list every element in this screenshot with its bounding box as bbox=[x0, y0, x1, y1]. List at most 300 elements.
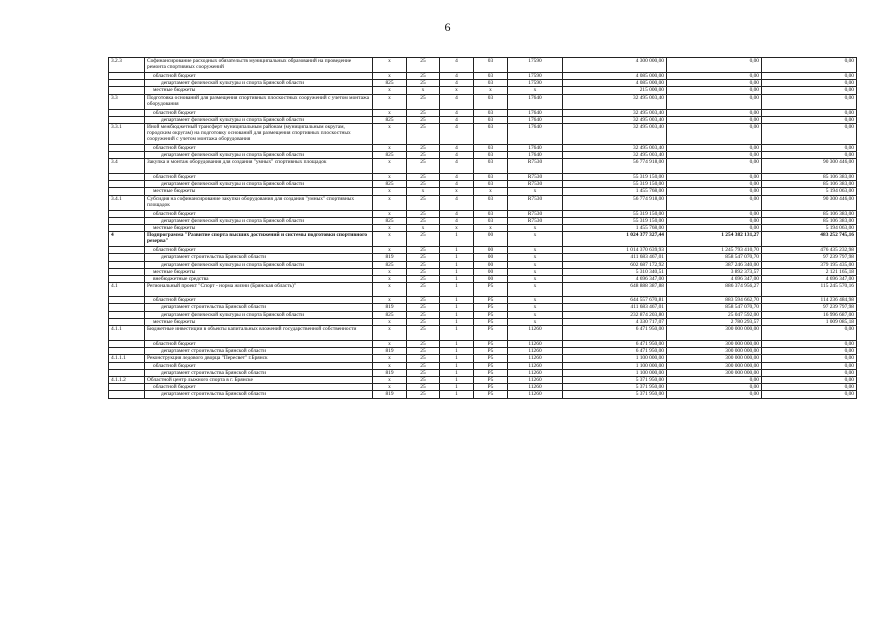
amount-year1-cell: 5 371 950,00 bbox=[563, 384, 667, 391]
row-number-cell bbox=[109, 268, 145, 275]
program-code-cell: 25 bbox=[407, 254, 440, 261]
program-code-cell: 25 bbox=[407, 80, 440, 87]
admin-code-cell: х bbox=[373, 144, 407, 151]
row-number-cell bbox=[109, 340, 145, 347]
direction-code-cell: 11260 bbox=[508, 376, 563, 383]
amount-year2-cell: 0,00 bbox=[667, 224, 762, 231]
amount-year2-cell: 858 547 070,70 bbox=[667, 254, 762, 261]
amount-year3-cell: 0,00 bbox=[762, 151, 857, 158]
amount-year3-cell: 0,00 bbox=[762, 348, 857, 355]
row-number-cell bbox=[109, 304, 145, 311]
subprogram-code-cell: 1 bbox=[440, 283, 474, 297]
amount-year3-cell: 2 121 165,18 bbox=[762, 268, 857, 275]
row-number-cell: 4.1.1 bbox=[109, 325, 145, 340]
direction-code-cell: R7530 bbox=[508, 158, 563, 173]
direction-code-cell: R7530 bbox=[508, 195, 563, 210]
event-code-cell: 03 bbox=[474, 144, 508, 151]
amount-year3-cell: 0,00 bbox=[762, 73, 857, 80]
amount-year2-cell: 3 892 373,57 bbox=[667, 268, 762, 275]
amount-year2-cell: 0,00 bbox=[667, 116, 762, 123]
row-number-cell bbox=[109, 173, 145, 180]
program-code-cell: 25 bbox=[407, 210, 440, 217]
amount-year2-cell: 0,00 bbox=[667, 384, 762, 391]
subprogram-code-cell: 1 bbox=[440, 318, 474, 325]
row-number-cell bbox=[109, 151, 145, 158]
direction-code-cell: х bbox=[508, 268, 563, 275]
program-code-cell: 25 bbox=[407, 318, 440, 325]
table-row bbox=[109, 325, 857, 340]
row-name-cell: Бюджетные инвестиции в объекты капитальных вложений государственной собственности bbox=[145, 325, 373, 340]
direction-code-cell: 17590 bbox=[508, 73, 563, 80]
program-code-cell: 25 bbox=[407, 124, 440, 145]
admin-code-cell: х bbox=[373, 87, 407, 94]
program-code-cell: 25 bbox=[407, 362, 440, 369]
row-name-cell: Подготовка оснований для размещения спортивных плоскостных сооружений с учетом монтажа оборудования bbox=[145, 94, 373, 109]
amount-year3-cell: 1 009 085,18 bbox=[762, 318, 857, 325]
amount-year2-cell: 0,00 bbox=[667, 94, 762, 109]
event-code-cell: 00 bbox=[474, 268, 508, 275]
amount-year1-cell: 5 310 340,51 bbox=[563, 268, 667, 275]
amount-year1-cell: 56 774 918,00 bbox=[563, 195, 667, 210]
amount-year2-cell: 0,00 bbox=[667, 80, 762, 87]
row-name-cell: местные бюджеты bbox=[145, 318, 373, 325]
event-code-cell: х bbox=[474, 188, 508, 195]
row-number-cell bbox=[109, 247, 145, 254]
admin-code-cell: 825 bbox=[373, 151, 407, 158]
row-number-cell bbox=[109, 362, 145, 369]
subprogram-code-cell: 4 bbox=[440, 210, 474, 217]
admin-code-cell: 825 bbox=[373, 116, 407, 123]
amount-year3-cell: 0,00 bbox=[762, 369, 857, 376]
amount-year3-cell: 483 252 745,16 bbox=[762, 232, 857, 247]
row-name-cell: Областной центр лыжного спорта в г. Брянске bbox=[145, 376, 373, 383]
event-code-cell: 03 bbox=[474, 80, 508, 87]
table-row bbox=[109, 144, 857, 151]
row-name-cell: департамент физической культуры и спорта Брянской области bbox=[145, 311, 373, 318]
table-row bbox=[109, 116, 857, 123]
direction-code-cell: х bbox=[508, 318, 563, 325]
table-row bbox=[109, 369, 857, 376]
admin-code-cell: х bbox=[373, 318, 407, 325]
amount-year1-cell: 4 330 717,07 bbox=[563, 318, 667, 325]
amount-year3-cell: 97 239 797,98 bbox=[762, 304, 857, 311]
row-name-cell: департамент строительства Брянской области bbox=[145, 254, 373, 261]
amount-year3-cell: 379 195 435,00 bbox=[762, 261, 857, 268]
amount-year2-cell: 300 000 000,00 bbox=[667, 348, 762, 355]
program-code-cell: 25 bbox=[407, 247, 440, 254]
event-code-cell: 03 bbox=[474, 173, 508, 180]
direction-code-cell: х bbox=[508, 254, 563, 261]
admin-code-cell: х bbox=[373, 247, 407, 254]
table-row bbox=[109, 181, 857, 188]
direction-code-cell: 17590 bbox=[508, 58, 563, 73]
table-row bbox=[109, 340, 857, 347]
event-code-cell: P5 bbox=[474, 311, 508, 318]
program-code-cell: 25 bbox=[407, 232, 440, 247]
amount-year2-cell: 25 047 592,00 bbox=[667, 311, 762, 318]
amount-year2-cell: 0,00 bbox=[667, 87, 762, 94]
amount-year2-cell: 300 000 000,00 bbox=[667, 340, 762, 347]
table-row bbox=[109, 254, 857, 261]
row-number-cell bbox=[109, 188, 145, 195]
row-name-cell: областной бюджет bbox=[145, 247, 373, 254]
amount-year2-cell: 4 696 347,00 bbox=[667, 275, 762, 282]
amount-year3-cell: 97 239 797,98 bbox=[762, 254, 857, 261]
event-code-cell: 00 bbox=[474, 247, 508, 254]
row-number-cell: 4.1.1.2 bbox=[109, 376, 145, 383]
subprogram-code-cell: 4 bbox=[440, 217, 474, 224]
subprogram-code-cell: 1 bbox=[440, 275, 474, 282]
amount-year2-cell: 0,00 bbox=[667, 188, 762, 195]
table-row bbox=[109, 224, 857, 231]
subprogram-code-cell: 4 bbox=[440, 173, 474, 180]
direction-code-cell: х bbox=[508, 297, 563, 304]
amount-year1-cell: 6 471 950,00 bbox=[563, 348, 667, 355]
admin-code-cell: х bbox=[373, 158, 407, 173]
amount-year3-cell: 5 194 063,00 bbox=[762, 188, 857, 195]
subprogram-code-cell: 4 bbox=[440, 94, 474, 109]
event-code-cell: P5 bbox=[474, 348, 508, 355]
program-code-cell: 25 bbox=[407, 144, 440, 151]
row-number-cell bbox=[109, 275, 145, 282]
amount-year3-cell: 0,00 bbox=[762, 340, 857, 347]
table-row bbox=[109, 311, 857, 318]
amount-year1-cell: 5 371 950,00 bbox=[563, 376, 667, 383]
subprogram-code-cell: 1 bbox=[440, 340, 474, 347]
event-code-cell: 03 bbox=[474, 58, 508, 73]
subprogram-code-cell: 4 bbox=[440, 109, 474, 116]
admin-code-cell: х bbox=[373, 109, 407, 116]
amount-year3-cell: 0,00 bbox=[762, 116, 857, 123]
table-row bbox=[109, 58, 857, 73]
amount-year3-cell: 115 245 570,16 bbox=[762, 283, 857, 297]
subprogram-code-cell: 1 bbox=[440, 254, 474, 261]
amount-year1-cell: 55 319 150,00 bbox=[563, 181, 667, 188]
amount-year2-cell: 2 780 293,57 bbox=[667, 318, 762, 325]
amount-year2-cell: 0,00 bbox=[667, 58, 762, 73]
program-code-cell: 25 bbox=[407, 283, 440, 297]
budget-table bbox=[108, 57, 857, 399]
row-number-cell bbox=[109, 297, 145, 304]
amount-year1-cell: 1 100 000,00 bbox=[563, 355, 667, 362]
row-number-cell bbox=[109, 80, 145, 87]
event-code-cell: P5 bbox=[474, 376, 508, 383]
table-row bbox=[109, 318, 857, 325]
direction-code-cell: 17640 bbox=[508, 94, 563, 109]
table-row bbox=[109, 391, 857, 398]
table-row bbox=[109, 109, 857, 116]
subprogram-code-cell: 4 bbox=[440, 58, 474, 73]
amount-year3-cell: 85 106 383,00 bbox=[762, 181, 857, 188]
row-number-cell bbox=[109, 116, 145, 123]
row-name-cell: областной бюджет bbox=[145, 340, 373, 347]
amount-year2-cell: 0,00 bbox=[667, 73, 762, 80]
program-code-cell: 25 bbox=[407, 158, 440, 173]
amount-year2-cell: 0,00 bbox=[667, 376, 762, 383]
amount-year1-cell: 1 100 000,00 bbox=[563, 369, 667, 376]
subprogram-code-cell: 4 bbox=[440, 124, 474, 145]
event-code-cell: 00 bbox=[474, 254, 508, 261]
row-number-cell bbox=[109, 261, 145, 268]
amount-year3-cell: 0,00 bbox=[762, 124, 857, 145]
row-name-cell: Закупка и монтаж оборудования для создания "умных" спортивных площадок bbox=[145, 158, 373, 173]
amount-year1-cell: 32 495 003,40 bbox=[563, 144, 667, 151]
direction-code-cell: 11260 bbox=[508, 384, 563, 391]
admin-code-cell: х bbox=[373, 355, 407, 362]
direction-code-cell: 17640 bbox=[508, 151, 563, 158]
event-code-cell: 03 bbox=[474, 94, 508, 109]
direction-code-cell: R7530 bbox=[508, 173, 563, 180]
row-name-cell: Иной межбюджетный трансферт муниципальным районам (муниципальным округам, городским округам) на подготовку оснований для размещения спортивных плоскостных сооружений с учетом монтажа оборудования bbox=[145, 124, 373, 145]
program-code-cell: х bbox=[407, 87, 440, 94]
amount-year2-cell: 0,00 bbox=[667, 195, 762, 210]
row-name-cell: департамент физической культуры и спорта Брянской области bbox=[145, 116, 373, 123]
program-code-cell: 25 bbox=[407, 181, 440, 188]
amount-year2-cell: 387 246 340,00 bbox=[667, 261, 762, 268]
subprogram-code-cell: х bbox=[440, 87, 474, 94]
row-name-cell: Софинансирование расходных обязательств муниципальных образований на проведение ремонта спортивных сооружений bbox=[145, 58, 373, 73]
amount-year3-cell: 0,00 bbox=[762, 87, 857, 94]
row-number-cell: 3.4 bbox=[109, 158, 145, 173]
admin-code-cell: х bbox=[373, 362, 407, 369]
table-row bbox=[109, 188, 857, 195]
program-code-cell: 25 bbox=[407, 73, 440, 80]
event-code-cell: х bbox=[474, 224, 508, 231]
amount-year1-cell: 1 024 377 327,44 bbox=[563, 232, 667, 247]
direction-code-cell: х bbox=[508, 232, 563, 247]
amount-year3-cell: 85 106 383,00 bbox=[762, 210, 857, 217]
row-name-cell: областной бюджет bbox=[145, 362, 373, 369]
subprogram-code-cell: 1 bbox=[440, 304, 474, 311]
amount-year2-cell: 300 000 000,00 bbox=[667, 362, 762, 369]
direction-code-cell: 17640 bbox=[508, 109, 563, 116]
program-code-cell: х bbox=[407, 224, 440, 231]
amount-year1-cell: 4 696 347,00 bbox=[563, 275, 667, 282]
row-number-cell bbox=[109, 109, 145, 116]
subprogram-code-cell: 4 bbox=[440, 151, 474, 158]
subprogram-code-cell: 4 bbox=[440, 158, 474, 173]
budget-table-body bbox=[109, 58, 857, 399]
event-code-cell: P5 bbox=[474, 384, 508, 391]
row-name-cell: департамент строительства Брянской области bbox=[145, 391, 373, 398]
amount-year3-cell: 0,00 bbox=[762, 94, 857, 109]
direction-code-cell: 11260 bbox=[508, 355, 563, 362]
amount-year1-cell: 6 471 950,00 bbox=[563, 325, 667, 340]
row-name-cell: Подпрограмма "Развитие спорта высших достижений и системы подготовки спортивного резерва" bbox=[145, 232, 373, 247]
row-name-cell: местные бюджеты bbox=[145, 188, 373, 195]
subprogram-code-cell: 1 bbox=[440, 391, 474, 398]
subprogram-code-cell: 4 bbox=[440, 181, 474, 188]
admin-code-cell: 825 bbox=[373, 217, 407, 224]
amount-year3-cell: 90 300 446,00 bbox=[762, 195, 857, 210]
amount-year2-cell: 0,00 bbox=[667, 144, 762, 151]
table-row bbox=[109, 348, 857, 355]
program-code-cell: 25 bbox=[407, 151, 440, 158]
amount-year1-cell: 411 683 467,01 bbox=[563, 254, 667, 261]
admin-code-cell: х bbox=[373, 195, 407, 210]
admin-code-cell: х bbox=[373, 224, 407, 231]
program-code-cell: 25 bbox=[407, 391, 440, 398]
event-code-cell: х bbox=[474, 87, 508, 94]
row-name-cell: местные бюджеты bbox=[145, 224, 373, 231]
admin-code-cell: х bbox=[373, 188, 407, 195]
amount-year1-cell: 32 495 003,40 bbox=[563, 109, 667, 116]
amount-year2-cell: 886 374 956,27 bbox=[667, 283, 762, 297]
table-row bbox=[109, 158, 857, 173]
table-row bbox=[109, 376, 857, 383]
admin-code-cell: х bbox=[373, 325, 407, 340]
table-row bbox=[109, 124, 857, 145]
table-row bbox=[109, 151, 857, 158]
subprogram-code-cell: 1 bbox=[440, 232, 474, 247]
direction-code-cell: 11260 bbox=[508, 362, 563, 369]
program-code-cell: 25 bbox=[407, 268, 440, 275]
table-row bbox=[109, 173, 857, 180]
admin-code-cell: х bbox=[373, 210, 407, 217]
row-name-cell: департамент физической культуры и спорта Брянской области bbox=[145, 151, 373, 158]
amount-year2-cell: 0,00 bbox=[667, 109, 762, 116]
amount-year2-cell: 0,00 bbox=[667, 158, 762, 173]
amount-year3-cell: 114 236 484,98 bbox=[762, 297, 857, 304]
table-row bbox=[109, 247, 857, 254]
direction-code-cell: х bbox=[508, 224, 563, 231]
amount-year1-cell: 602 687 172,92 bbox=[563, 261, 667, 268]
admin-code-cell: х bbox=[373, 376, 407, 383]
amount-year1-cell: 55 319 150,00 bbox=[563, 217, 667, 224]
direction-code-cell: 11260 bbox=[508, 391, 563, 398]
amount-year1-cell: 4 300 000,00 bbox=[563, 58, 667, 73]
row-name-cell: областной бюджет bbox=[145, 210, 373, 217]
admin-code-cell: х bbox=[373, 340, 407, 347]
table-row bbox=[109, 283, 857, 297]
admin-code-cell: 825 bbox=[373, 311, 407, 318]
amount-year2-cell: 1 254 382 131,27 bbox=[667, 232, 762, 247]
row-name-cell: областной бюджет bbox=[145, 297, 373, 304]
subprogram-code-cell: х bbox=[440, 224, 474, 231]
event-code-cell: P5 bbox=[474, 283, 508, 297]
event-code-cell: 03 bbox=[474, 210, 508, 217]
subprogram-code-cell: 4 bbox=[440, 144, 474, 151]
row-name-cell: департамент физической культуры и спорта Брянской области bbox=[145, 181, 373, 188]
row-name-cell: департамент строительства Брянской области bbox=[145, 369, 373, 376]
table-row bbox=[109, 73, 857, 80]
table-row bbox=[109, 80, 857, 87]
subprogram-code-cell: 4 bbox=[440, 195, 474, 210]
amount-year1-cell: 55 319 150,00 bbox=[563, 173, 667, 180]
subprogram-code-cell: 1 bbox=[440, 369, 474, 376]
direction-code-cell: х bbox=[508, 275, 563, 282]
amount-year1-cell: 1 455 768,00 bbox=[563, 188, 667, 195]
table-row bbox=[109, 210, 857, 217]
amount-year3-cell: 0,00 bbox=[762, 325, 857, 340]
amount-year1-cell: 32 495 003,40 bbox=[563, 124, 667, 145]
subprogram-code-cell: 1 bbox=[440, 311, 474, 318]
amount-year1-cell: 232 874 203,80 bbox=[563, 311, 667, 318]
amount-year1-cell: 411 683 467,01 bbox=[563, 304, 667, 311]
row-name-cell: областной бюджет bbox=[145, 173, 373, 180]
event-code-cell: 03 bbox=[474, 181, 508, 188]
amount-year2-cell: 1 245 793 410,70 bbox=[667, 247, 762, 254]
amount-year3-cell: 4 696 347,00 bbox=[762, 275, 857, 282]
direction-code-cell: х bbox=[508, 188, 563, 195]
amount-year2-cell: 300 000 000,00 bbox=[667, 355, 762, 362]
program-code-cell: 25 bbox=[407, 304, 440, 311]
table-row bbox=[109, 297, 857, 304]
row-name-cell: Региональный проект "Спорт - норма жизни (Брянская область)" bbox=[145, 283, 373, 297]
admin-code-cell: 825 bbox=[373, 80, 407, 87]
direction-code-cell: х bbox=[508, 283, 563, 297]
event-code-cell: P5 bbox=[474, 325, 508, 340]
subprogram-code-cell: 1 bbox=[440, 247, 474, 254]
row-number-cell bbox=[109, 254, 145, 261]
amount-year2-cell: 0,00 bbox=[667, 151, 762, 158]
direction-code-cell: R7530 bbox=[508, 210, 563, 217]
program-code-cell: 25 bbox=[407, 109, 440, 116]
amount-year1-cell: 648 888 387,88 bbox=[563, 283, 667, 297]
amount-year1-cell: 55 319 150,00 bbox=[563, 210, 667, 217]
event-code-cell: P5 bbox=[474, 355, 508, 362]
program-code-cell: 25 bbox=[407, 275, 440, 282]
row-number-cell: 4.1.1.1 bbox=[109, 355, 145, 362]
direction-code-cell: 11260 bbox=[508, 348, 563, 355]
row-number-cell: 4 bbox=[109, 232, 145, 247]
table-row bbox=[109, 232, 857, 247]
amount-year3-cell: 0,00 bbox=[762, 355, 857, 362]
direction-code-cell: х bbox=[508, 261, 563, 268]
amount-year2-cell: 858 547 070,70 bbox=[667, 304, 762, 311]
row-name-cell: областной бюджет bbox=[145, 73, 373, 80]
subprogram-code-cell: 4 bbox=[440, 73, 474, 80]
admin-code-cell: х bbox=[373, 58, 407, 73]
direction-code-cell: 17640 bbox=[508, 116, 563, 123]
table-row bbox=[109, 195, 857, 210]
event-code-cell: P5 bbox=[474, 304, 508, 311]
row-number-cell bbox=[109, 311, 145, 318]
event-code-cell: 03 bbox=[474, 109, 508, 116]
direction-code-cell: х bbox=[508, 87, 563, 94]
row-number-cell: 3.3 bbox=[109, 94, 145, 109]
row-name-cell: департамент строительства Брянской области bbox=[145, 304, 373, 311]
row-number-cell bbox=[109, 181, 145, 188]
admin-code-cell: 819 bbox=[373, 254, 407, 261]
row-name-cell: областной бюджет bbox=[145, 384, 373, 391]
direction-code-cell: 11260 bbox=[508, 340, 563, 347]
event-code-cell: P5 bbox=[474, 369, 508, 376]
program-code-cell: 25 bbox=[407, 261, 440, 268]
amount-year1-cell: 32 495 003,40 bbox=[563, 116, 667, 123]
event-code-cell: 03 bbox=[474, 151, 508, 158]
event-code-cell: P5 bbox=[474, 297, 508, 304]
admin-code-cell: х bbox=[373, 73, 407, 80]
subprogram-code-cell: 1 bbox=[440, 297, 474, 304]
event-code-cell: 00 bbox=[474, 261, 508, 268]
admin-code-cell: х bbox=[373, 268, 407, 275]
row-name-cell: департамент строительства Брянской области bbox=[145, 348, 373, 355]
program-code-cell: 25 bbox=[407, 355, 440, 362]
row-number-cell: 3.3.1 bbox=[109, 124, 145, 145]
row-number-cell bbox=[109, 391, 145, 398]
admin-code-cell: х bbox=[373, 283, 407, 297]
amount-year3-cell: 0,00 bbox=[762, 391, 857, 398]
admin-code-cell: 825 bbox=[373, 181, 407, 188]
row-name-cell: местные бюджеты bbox=[145, 268, 373, 275]
amount-year3-cell: 16 996 687,00 bbox=[762, 311, 857, 318]
program-code-cell: 25 bbox=[407, 348, 440, 355]
event-code-cell: P5 bbox=[474, 362, 508, 369]
row-number-cell bbox=[109, 73, 145, 80]
admin-code-cell: х bbox=[373, 275, 407, 282]
amount-year3-cell: 90 300 446,00 bbox=[762, 158, 857, 173]
